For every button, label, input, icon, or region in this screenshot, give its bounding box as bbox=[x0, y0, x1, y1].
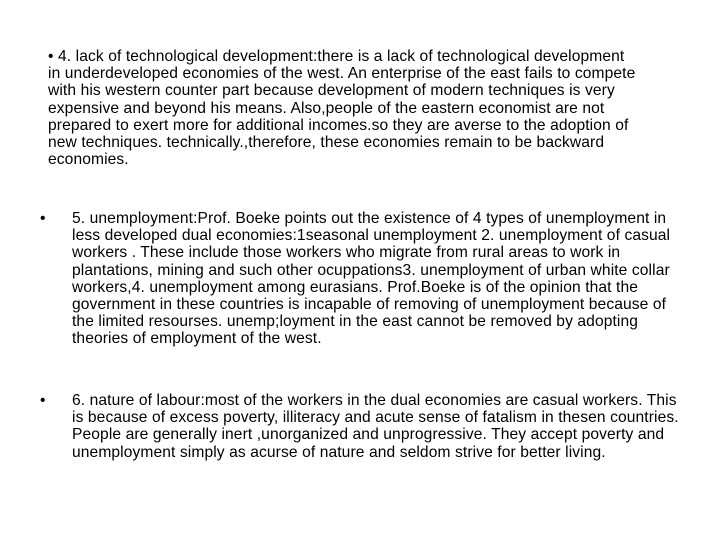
paragraph-lack-of-technological-development: • 4. lack of technological development:there is a lack of technological development in underdeveloped economies of the west. An enterprise of the east fails to compete with his western counter part because development of modern techniques is very expensive and beyond his means. Also,people of the eastern economist are not prepared to exert more for additional incomes.so they are averse to the adoption of new techniques. technically.,therefore, these economies remain to be backward economies. bbox=[48, 48, 636, 169]
bullet-text-unemployment: 5. unemployment:Prof. Boeke points out the existence of 4 types of unemployment in less developed dual economies:1seasonal unemployment 2. unemployment of casual workers . These include those workers who migrate from rural areas to work in plantations, mining and such other ocuppations3. unemployment of urban white collar workers,4. unemployment among eurasians. Prof.Boeke is of the opinion that the government in these countries is incapable of removing of unemployment because of the limited resourses. unemp;loyment in the east cannot be removed by adopting theories of employment of the west. bbox=[72, 210, 671, 348]
bullet-text-nature-of-labour: 6. nature of labour:most of the workers in the dual economies are casual workers. This is because of excess poverty, illiteracy and acute sense of fatalism in thesen countries. People are generally inert ,unorganized and unprogressive. They accept poverty and unemployment simply as acurse of nature and seldom strive for better living. bbox=[72, 392, 679, 461]
bullet-marker: • bbox=[40, 210, 46, 227]
bullet-marker: • bbox=[40, 392, 46, 409]
